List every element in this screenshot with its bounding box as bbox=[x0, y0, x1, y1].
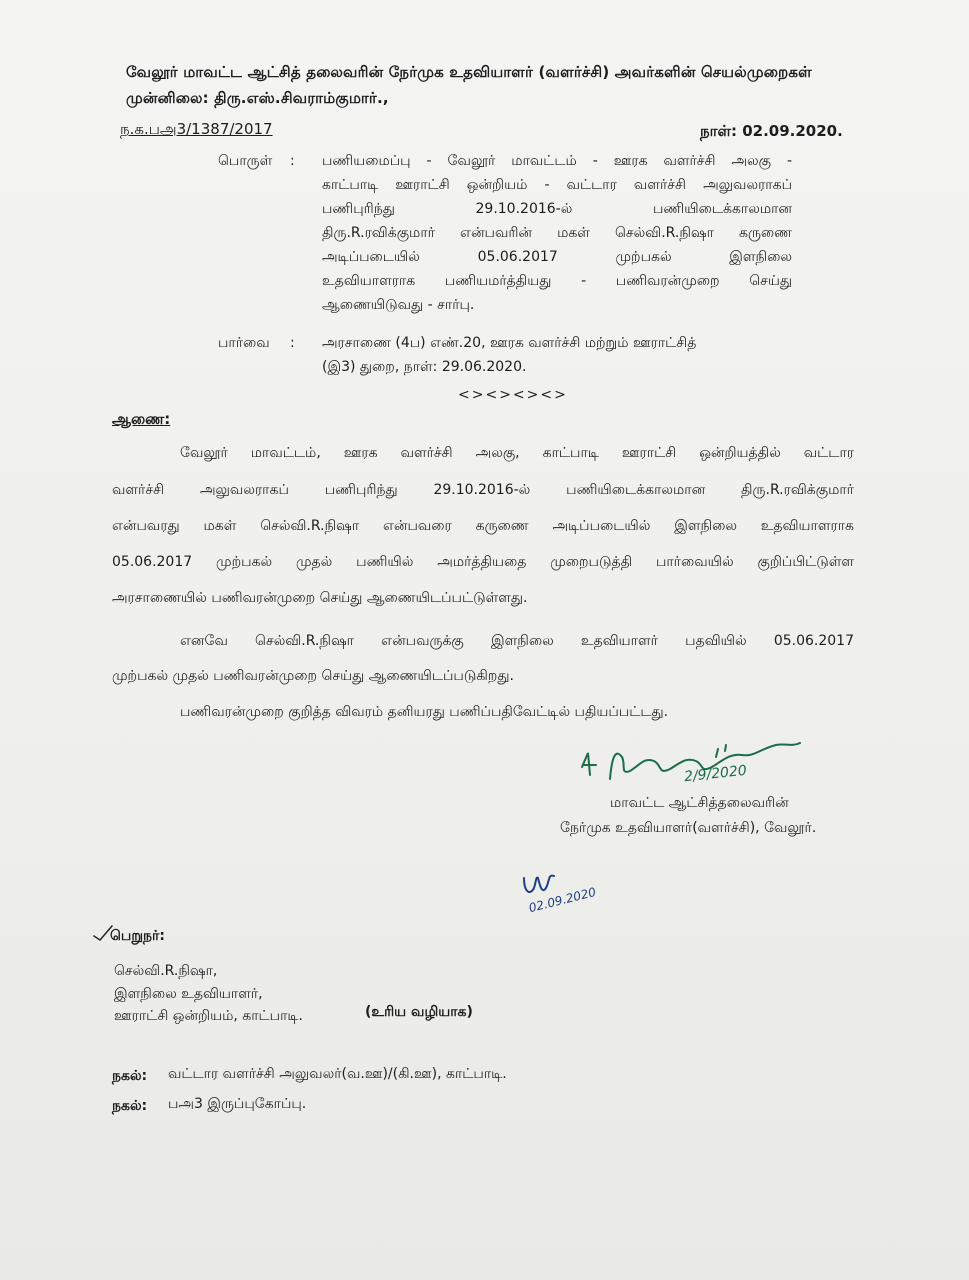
recipient-label: பெறுநர்: bbox=[110, 928, 165, 944]
subject-colon: : bbox=[290, 153, 295, 169]
copy-recipient: வட்டார வளர்ச்சி அலுவலர்(வ.ஊ)/(கி.ஊ), காட்பாடி. bbox=[168, 1066, 507, 1082]
signatory-office: நேர்முக உதவியாளர்(வளர்ச்சி), வேலூர். bbox=[560, 820, 817, 836]
copy-label: நகல்: bbox=[112, 1068, 148, 1084]
handwritten-date: 02.09.2020 bbox=[527, 884, 598, 916]
header-title: வேலூர் மாவட்ட ஆட்சித் தலைவரின் நேர்முக உதவியாளர் (வளர்ச்சி) அவர்களின் செயல்முறைகள் bbox=[126, 63, 812, 81]
order-paragraph-line: வேலூர் மாவட்டம், ஊரக வளர்ச்சி அலகு, காட்பாடி ஊராட்சி ஒன்றியத்தில் வட்டார bbox=[180, 445, 854, 461]
order-label: ஆணை: bbox=[112, 410, 171, 428]
reference-label: பார்வை bbox=[218, 335, 270, 351]
recipient-line: இளநிலை உதவியாளர், bbox=[114, 986, 263, 1002]
subject-line: உதவியாளராக பணியமர்த்தியது - பணிவரன்முறை செய்து bbox=[322, 273, 792, 289]
order-paragraph-line: பணிவரன்முறை குறித்த விவரம் தனியரது பணிப்பதிவேட்டில் பதியப்பட்டது. bbox=[180, 704, 669, 720]
subject-line: பணியமைப்பு - வேலூர் மாவட்டம் - ஊரக வளர்ச்சி அலகு - bbox=[322, 153, 792, 169]
reference-number: ந.க.பஅ3/1387/2017 bbox=[120, 120, 273, 138]
header-presence-line: முன்னிலை: திரு.எஸ்.சிவராம்குமார்., bbox=[126, 89, 389, 107]
subject-line: ஆணையிடுவது - சார்பு. bbox=[322, 297, 475, 313]
recipient-via: (உரிய வழியாக) bbox=[365, 1004, 473, 1020]
copy-label: நகல்: bbox=[112, 1098, 148, 1114]
recipient-line: ஊராட்சி ஒன்றியம், காட்பாடி. bbox=[114, 1008, 303, 1024]
signature-scribble bbox=[570, 735, 810, 795]
order-date: நாள்: 02.09.2020. bbox=[700, 122, 843, 140]
recipient-line: செல்வி.R.நிஷா, bbox=[114, 963, 218, 979]
order-paragraph-line: 05.06.2017 முற்பகல் முதல் பணியில் அமர்த்தியதை முறைபடுத்தி பார்வையில் குறிப்பிட்டுள்ள bbox=[112, 554, 854, 570]
subject-line: திரு.R.ரவிக்குமார் என்பவரின் மகள் செல்வி.R.நிஷா கருணை bbox=[322, 225, 792, 241]
reference-colon: : bbox=[290, 335, 295, 351]
subject-label: பொருள் bbox=[218, 153, 273, 169]
order-paragraph-line: எனவே செல்வி.R.நிஷா என்பவருக்கு இளநிலை உதவியாளர் பதவியில் 05.06.2017 bbox=[180, 633, 854, 649]
signatory-title: மாவட்ட ஆட்சித்தலைவரின் bbox=[610, 795, 789, 811]
order-paragraph-line: என்பவரது மகள் செல்வி.R.நிஷா என்பவரை கருணை அடிப்படையில் இளநிலை உதவியாளராக bbox=[112, 518, 854, 534]
order-paragraph-line: அரசாணையில் பணிவரன்முறை செய்து ஆணையிடப்பட்டுள்ளது. bbox=[112, 590, 528, 606]
reference-line: (இ3) துறை, நாள்: 29.06.2020. bbox=[322, 359, 527, 375]
copy-recipient: பஅ3 இருப்புகோப்பு. bbox=[168, 1096, 307, 1112]
order-paragraph-line: முற்பகல் முதல் பணிவரன்முறை செய்து ஆணையிடப்படுகிறது. bbox=[112, 668, 514, 684]
signature-date: 2/9/2020 bbox=[683, 762, 748, 786]
reference-line: அரசாணை (4ப) எண்.20, ஊரக வளர்ச்சி மற்றும் ஊராட்சித் bbox=[322, 335, 697, 351]
subject-line: அடிப்படையில் 05.06.2017 முற்பகல் இளநிலை bbox=[322, 249, 792, 265]
subject-line: பணிபுரிந்து 29.10.2016-ல் பணியிடைக்காலமான bbox=[322, 201, 792, 217]
subject-line: காட்பாடி ஊராட்சி ஒன்றியம் - வட்டார வளர்ச்சி அலுவலராகப் bbox=[322, 177, 792, 193]
order-paragraph-line: வளர்ச்சி அலுவலராகப் பணிபுரிந்து 29.10.2016-ல் பணியிடைக்காலமான திரு.R.ரவிக்குமார் bbox=[112, 482, 854, 498]
section-separator: <><><><> bbox=[458, 387, 568, 403]
